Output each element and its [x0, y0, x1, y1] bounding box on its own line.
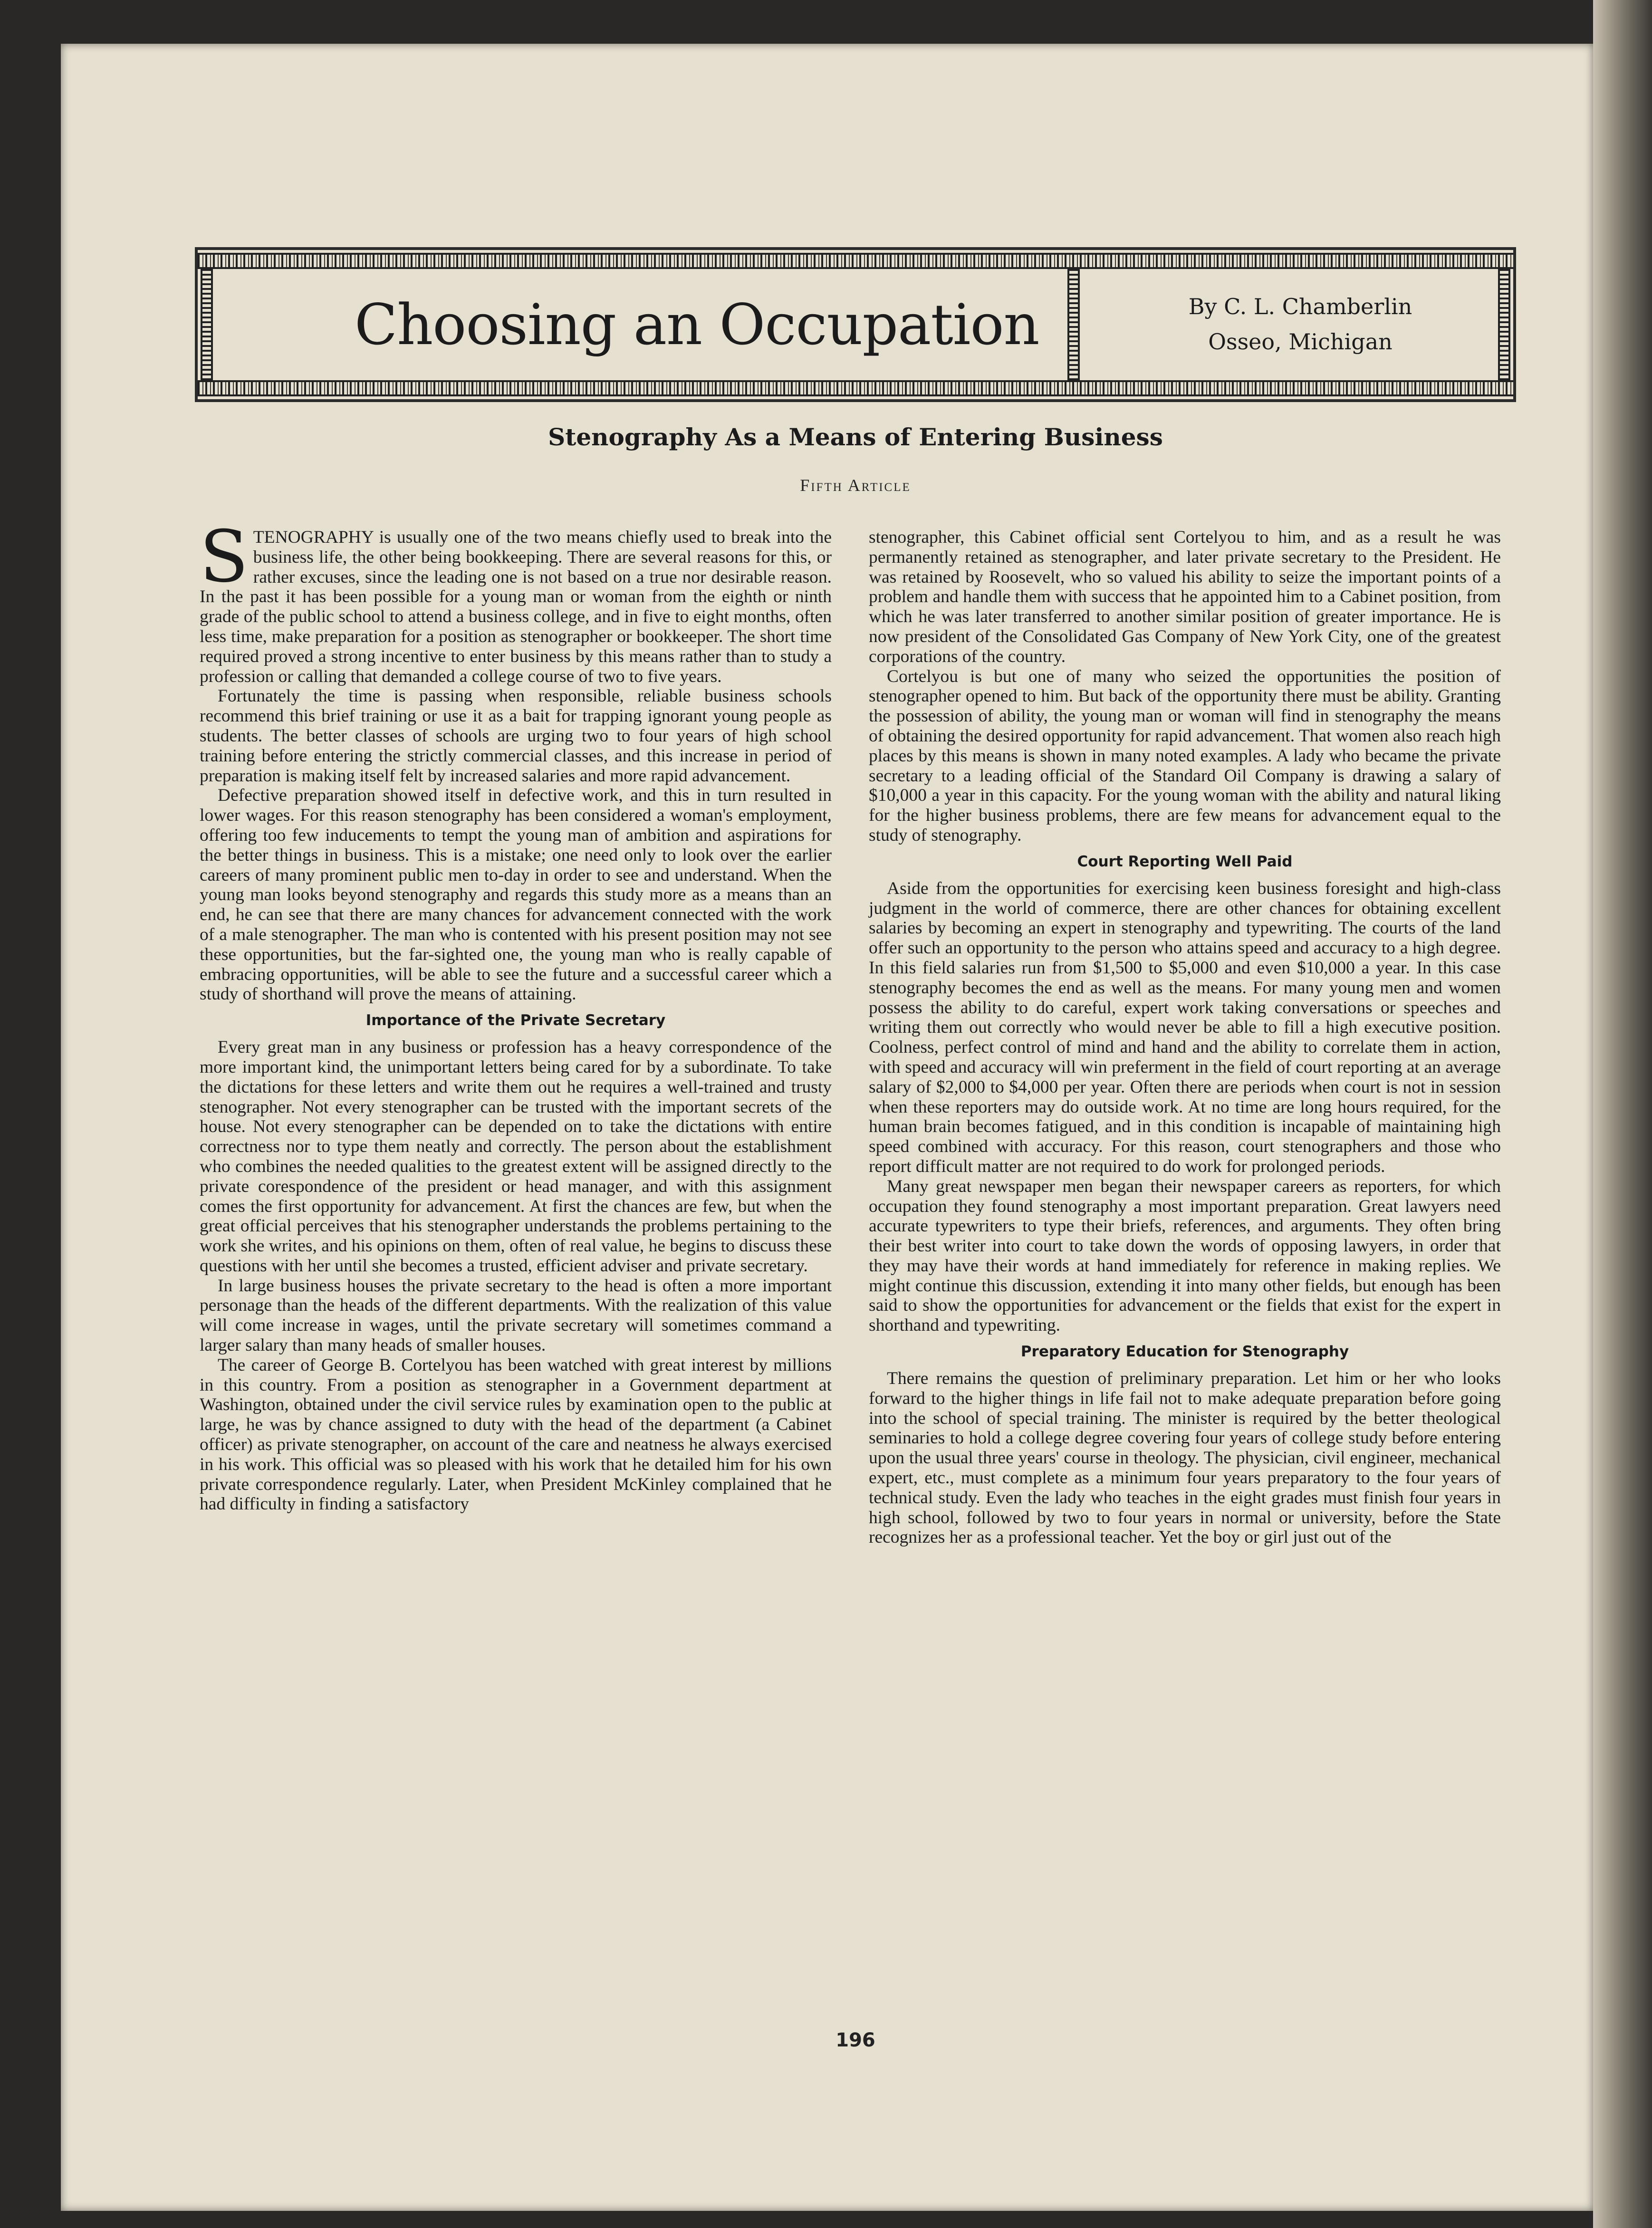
article-subtitle: Stenography As a Means of Entering Business — [548, 423, 1163, 451]
drop-cap: S — [200, 516, 249, 598]
right-column — [869, 528, 1501, 2044]
author-location: Osseo, Michigan — [1208, 329, 1393, 355]
article-title: Choosing an Occupation — [355, 292, 1039, 357]
paragraph: There remains the question of preliminary preparation. Let him or her who looks forward to the higher things in life fail not to make adequate preparation before going into the school of special training. The minister is required by the better theological seminaries to hold a college degree covering four years of college study before entering upon the usual three years' course in theology. The physician, civil engineer, mechanical expert, etc., must complete as a minimum four years preparatory to the four years of technical study. Even the lady who teaches in the eight grades must finish four years in high school, followed by two to four years in normal or university, before the State recognizes her as a professional teacher. Yet the boy or girl just out of the — [869, 1369, 1501, 1547]
frame-border-right — [1498, 269, 1510, 380]
paragraph: stenographer, this Cabinet official sent Cortelyou to him, and as a result he was permanently retained as stenographer, and later private secretary to the President. He was retained by Roosevelt, who so valued his ability to seize the important points of a problem and handle them with success that he appointed him to a Cabinet position, from which he was later transferred to another similar position of greater importance. He is now president of the Consolidated Gas Company of New York City, one of the greatest corporations of the country. — [869, 528, 1501, 666]
author-byline: By C. L. Chamberlin — [1188, 294, 1412, 319]
left-column — [200, 516, 832, 2044]
page-number: 196 — [836, 2029, 875, 2051]
paragraph: Defective preparation showed itself in defective work, and this in turn resulted in lower wages. For this reason stenography has been considered a woman's employment, offering too few inducements to tempt the young man of ambition and aspirations for the better things in business. This is a mistake; one need only to look over the earlier careers of many prominent public men to-day in order to see and understand. When the young man looks beyond stenography and regards this study more as a means than an end, he can see that there are many chances for advancement connected with the work of a male stenographer. The man who is contented with his present position may not see these opportunities, but the far-sighted one, the young man who is really capable of embracing opportunities, will be able to see the future and a successful career which a study of shorthand will prove the means of attaining. — [200, 786, 832, 1004]
paragraph: Fortunately the time is passing when responsible, reliable business schools recommend this brief training or use it as a bait for trapping ignorant young people as students. The better classes of schools are urging two to four years of high school training before entering the strictly commercial classes, and this increase in period of preparation is making itself felt by increased salaries and more rapid advancement. — [200, 686, 832, 786]
paragraph: In large business houses the private secretary to the head is often a more important personage than the heads of the different departments. With the realization of this value will come increase in wages, until the private secretary will sometimes command a larger salary than many heads of smaller houses. — [200, 1276, 832, 1355]
frame-border-divider — [1067, 269, 1080, 380]
title-frame — [195, 247, 1516, 402]
paragraph: Many great newspaper men began their newspaper careers as reporters, for which occupation they found stenography a most important preparation. Great lawyers need accurate typewriters to type their briefs, references, and arguments. They often bring their best writer into court to take down the words of opposing lawyers, in order that they may have their words at hand immediately for reference in making replies. We might continue this discussion, extending it into many other fields, but enough has been said to show the opportunities for advancement or the fields that exist for the expert in shorthand and typewriting. — [869, 1176, 1501, 1335]
section-heading: Preparatory Education for Stenography — [1020, 1343, 1349, 1361]
paragraph: Cortelyou is but one of many who seized the opportunities the position of stenographer opened to him. But back of the opportunity there must be ability. Granting the possession of ability, the young man or woman will find in stenography the means of obtaining the desired opportunity for rapid advancement. That women also reach high places by this means is shown in many noted examples. A lady who became the private secretary to a leading official of the Standard Oil Company is drawing a salary of $10,000 a year in this capacity. For the young woman with the ability and natural liking for the higher business problems, there are few means for advancement equal to the study of stenography. — [869, 666, 1501, 845]
series-label: Fifth Article — [800, 476, 911, 495]
section-heading: Importance of the Private Secretary — [365, 1012, 666, 1029]
paragraph: The career of George B. Cortelyou has been watched with great interest by millions in this country. From a position as stenographer in a Government department at Washington, obtained under the civil service rules by examination open to the public at large, he was by chance assigned to duty with the head of the department (a Cabinet officer) as private stenographer, on account of the care and neatness he always exercised in his work. This official was so pleased with his work that he detailed him for his own private correspondence regularly. Later, when President McKinley complained that he had difficulty in finding a satisfactory — [200, 1355, 832, 1514]
frame-border-top — [198, 253, 1513, 269]
paragraph: STENOGRAPHY is usually one of the two means chiefly used to break into the business life, the other being bookkeeping. There are several reasons for this, or rather excuses, since the leading one is not based on a true nor desirable reason. In the past it has been possible for a young man or woman from the eighth or ninth grade of the public school to attend a business college, and in five to eight months, often less time, make preparation for a position as stenographer or bookkeeper. The short time required proved a strong incentive to enter business by this means rather than to study a profession or calling that demanded a college course of two to five years. — [200, 516, 832, 686]
frame-border-left — [201, 269, 213, 380]
paragraph: Aside from the opportunities for exercising keen business foresight and high-class judgment in the world of commerce, there are other chances for obtaining excellent salaries by becoming an expert in stenography and typewriting. The courts of the land offer such an opportunity to the person who attains speed and accuracy to a high degree. In this field salaries run from $1,500 to $5,000 and even $10,000 a year. In this case stenography becomes the end as well as the means. For many young men and women possess the ability to do careful, expert work taking conversations or speeches and writing them out correctly who would never be able to fill a high executive position. Coolness, perfect control of mind and hand and the ability to correlate them in action, with speed and accuracy will win preferment in the field of court reporting at an average salary of $2,000 to $4,000 per year. Often there are periods when court is not in session when these reporters may do outside work. At no time are long hours required, for the human brain becomes fatigued, and in this condition is incapable of maintaining high speed combined with accuracy. For this reason, court stenographers and those who report difficult matter are not required to do work for prolonged periods. — [869, 878, 1501, 1176]
section-heading: Court Reporting Well Paid — [1077, 853, 1293, 870]
frame-border-bottom — [198, 380, 1513, 396]
page-edge-shadow — [1593, 0, 1652, 2228]
paragraph: Every great man in any business or profession has a heavy correspondence of the more important kind, the unimportant letters being cared for by a subordinate. To take the dictations for these letters and write them out he requires a well-trained and trusty stenographer. Not every stenographer can be trusted with the important secrets of the house. Not every stenographer can be depended on to take the dictations with entire correctness nor to type them neatly and correctly. The person about the establishment who combines the needed qualities to the greatest extent will be assigned directly to the private corespondence of the president or head manager, and with this assignment comes the first opportunity for advancement. At first the chances are few, but when the great official perceives that his stenographer understands the problems pertaining to the work she writes, and his opinions on them, often of real value, he begins to discuss these questions with her until she becomes a trusted, efficient adviser and private secretary. — [200, 1037, 832, 1276]
